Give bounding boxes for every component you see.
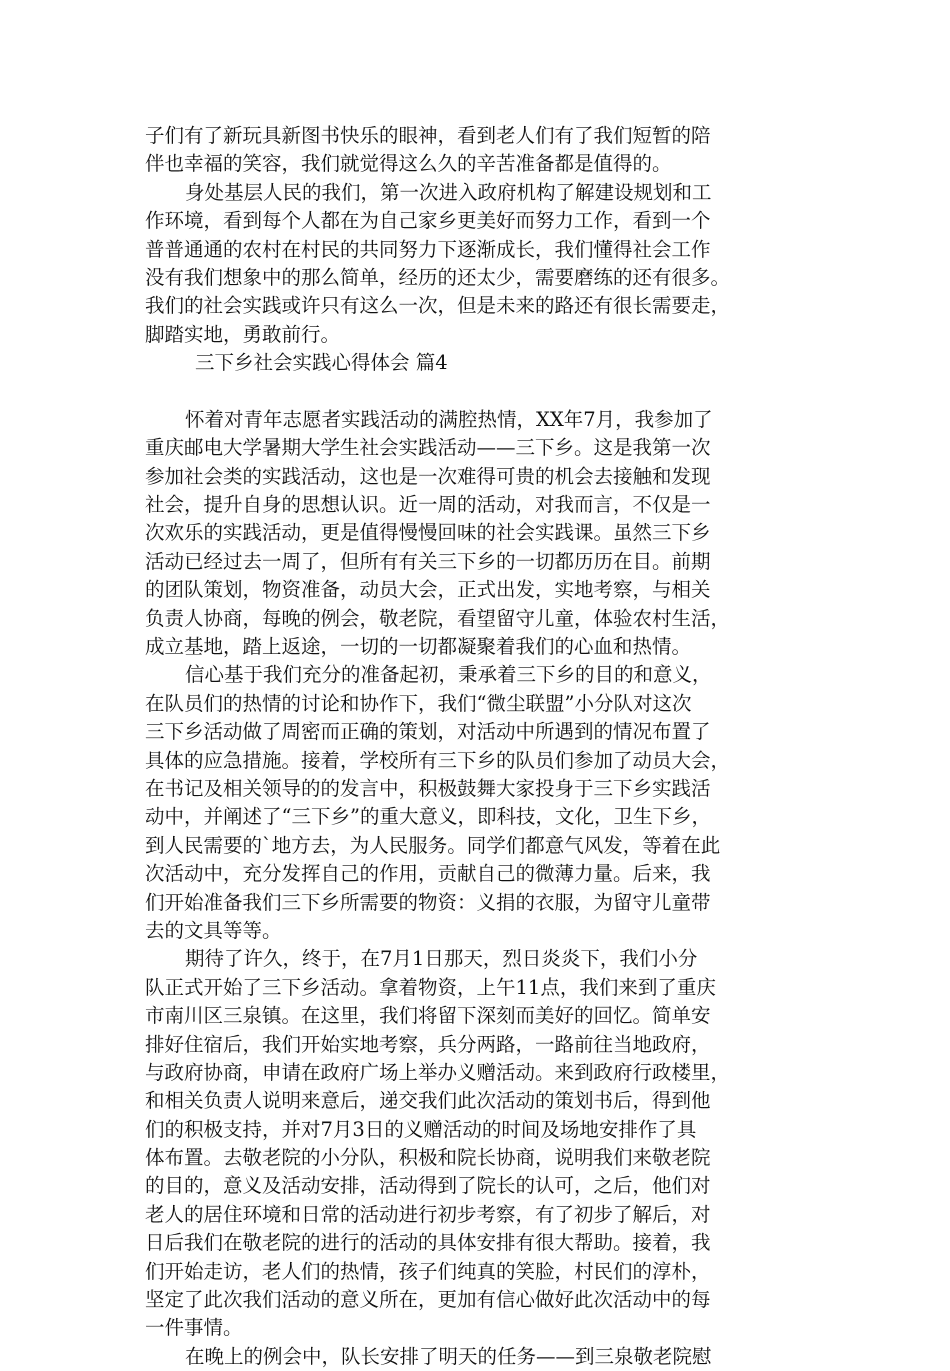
paragraph-2 bbox=[145, 179, 805, 349]
text-line: 脚踏实地，勇敢前行。 bbox=[145, 322, 341, 346]
text-line: 老人的居住环境和日常的活动进行初步考察，有了初步了解后，对 bbox=[145, 1202, 711, 1226]
text-line: 成立基地，踏上返途，一切的一切都凝聚着我们的心血和热情。 bbox=[145, 635, 692, 659]
text-line: 三下乡活动做了周密而正确的策划，对活动中所遇到的情况布置了 bbox=[145, 720, 711, 744]
text-line: 活动已经过去一周了，但所有有关三下乡的一切都历历在目。前期 bbox=[145, 549, 711, 573]
text-line: 次欢乐的实践活动，更是值得慢慢回味的社会实践课。虽然三下乡 bbox=[145, 521, 711, 545]
text-line: 身处基层人民的我们，第一次进入政府机构了解建设规划和工 bbox=[185, 180, 712, 204]
text-line: 队正式开始了三下乡活动。拿着物资，上午11点，我们来到了重庆 bbox=[145, 975, 716, 999]
text-line: 重庆邮电大学暑期大学生社会实践活动——三下乡。这是我第一次 bbox=[145, 436, 711, 460]
text-line: 信心基于我们充分的准备起初，秉承着三下乡的目的和意义， bbox=[185, 663, 712, 687]
text-line: 们开始准备我们三下乡所需要的物资：义捐的衣服，为留守儿童带 bbox=[145, 890, 711, 914]
text-line: 和相关负责人说明来意后，递交我们此次活动的策划书后，得到他 bbox=[145, 1089, 711, 1113]
text-line: 坚定了此次我们活动的意义所在，更加有信心做好此次活动中的每 bbox=[145, 1288, 711, 1312]
text-line: 普普通通的农村在村民的共同努力下逐渐成长，我们懂得社会工作 bbox=[145, 237, 711, 261]
text-line: 在书记及相关领导的的发言中，积极鼓舞大家投身于三下乡实践活 bbox=[145, 776, 711, 800]
text-line: 社会，提升自身的思想认识。近一周的活动，对我而言，不仅是一 bbox=[145, 493, 711, 517]
text-line: 去的文具等等。 bbox=[145, 918, 282, 942]
text-line: 的目的，意义及活动安排，活动得到了院长的认可，之后，他们对 bbox=[145, 1174, 711, 1198]
text-line: 排好住宿后，我们开始实地考察，兵分两路，一路前往当地政府， bbox=[145, 1032, 711, 1056]
text-line: 的团队策划，物资准备，动员大会，正式出发，实地考察，与相关 bbox=[145, 578, 711, 602]
text-line: 动中，并阐述了“三下乡”的重大意义，即科技，文化，卫生下乡， bbox=[145, 805, 711, 829]
text-line: 次活动中，充分发挥自己的作用，贡献自己的微薄力量。后来，我 bbox=[145, 862, 711, 886]
text-line: 负责人协商，每晚的例会，敬老院，看望留守儿童，体验农村生活， bbox=[145, 606, 731, 630]
paragraph-3 bbox=[145, 406, 805, 662]
document-body bbox=[145, 122, 805, 1371]
blank-line bbox=[145, 378, 805, 406]
text-line: 市南川区三泉镇。在这里，我们将留下深刻而美好的回忆。简单安 bbox=[145, 1004, 711, 1028]
text-line: 伴也幸福的笑容，我们就觉得这么久的辛苦准备都是值得的。 bbox=[145, 152, 672, 176]
text-line: 怀着对青年志愿者实践活动的满腔热情，XX年7月，我参加了 bbox=[185, 407, 713, 431]
paragraph-4 bbox=[145, 661, 805, 945]
paragraph-6 bbox=[145, 1343, 805, 1371]
text-line: 一件事情。 bbox=[145, 1316, 243, 1340]
paragraph-5 bbox=[145, 945, 805, 1342]
text-line: 体布置。去敬老院的小分队，积极和院长协商，说明我们来敬老院 bbox=[145, 1146, 711, 1170]
text-line: 期待了许久，终于，在7月1日那天，烈日炎炎下，我们小分 bbox=[185, 947, 698, 971]
text-line: 作环境，看到每个人都在为自己家乡更美好而努力工作，看到一个 bbox=[145, 209, 711, 233]
text-line: 我们的社会实践或许只有这么一次，但是未来的路还有很长需要走， bbox=[145, 294, 731, 318]
text-line: 到人民需要的`地方去，为人民服务。同学们都意气风发，等着在此 bbox=[145, 833, 721, 857]
text-line: 参加社会类的实践活动，这也是一次难得可贵的机会去接触和发现 bbox=[145, 464, 711, 488]
paragraph-1 bbox=[145, 122, 805, 179]
text-line: 日后我们在敬老院的进行的活动的具体安排有很大帮助。接着，我 bbox=[145, 1231, 711, 1255]
text-line: 与政府协商，申请在政府广场上举办义赠活动。来到政府行政楼里， bbox=[145, 1060, 731, 1084]
text-line: 在晚上的例会中，队长安排了明天的任务——到三泉敬老院慰 bbox=[185, 1344, 712, 1368]
text-line: 在队员们的热情的讨论和协作下，我们“微尘联盟”小分队对这次 bbox=[145, 691, 692, 715]
text-line: 具体的应急措施。接着，学校所有三下乡的队员们参加了动员大会， bbox=[145, 748, 731, 772]
text-line: 们的积极支持，并对7月3日的义赠活动的时间及场地安排作了具 bbox=[145, 1117, 697, 1141]
text-line: 没有我们想象中的那么简单，经历的还太少，需要磨练的还有很多。 bbox=[145, 265, 731, 289]
text-line: 们开始走访，老人们的热情，孩子们纯真的笑脸，村民们的淳朴， bbox=[145, 1259, 711, 1283]
section-heading: 三下乡社会实践心得体会 篇4 bbox=[195, 351, 448, 375]
text-line: 子们有了新玩具新图书快乐的眼神，看到老人们有了我们短暂的陪 bbox=[145, 124, 711, 147]
